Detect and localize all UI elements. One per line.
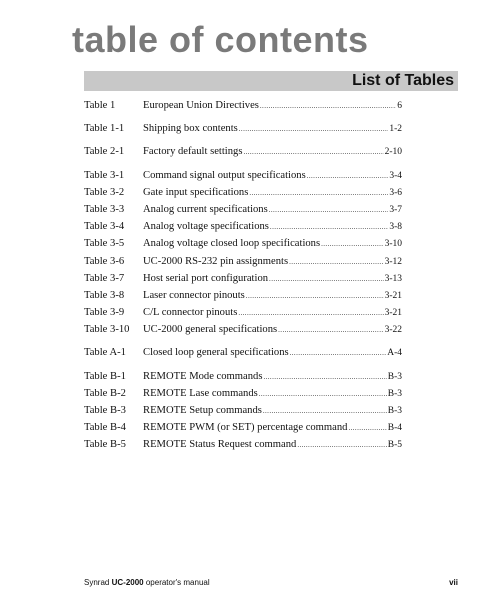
table-title: Analog voltage closed loop specifications [143,238,321,250]
footer-page-number: vii [449,578,458,587]
toc-entry[interactable] [84,436,402,453]
dot-leader [348,420,386,437]
page-number: 6 [397,101,402,111]
table-number: Table 3-9 [84,307,125,319]
table-title: Closed loop general specifications [143,347,289,359]
list-of-tables [84,97,402,454]
page-number: B-3 [387,388,402,399]
dot-leader [259,386,387,403]
toc-entry[interactable] [84,270,402,287]
dot-leader [278,322,383,339]
table-number: Table B-3 [84,405,126,416]
table-number: Table 2-1 [84,146,125,158]
page-number: 3-4 [389,170,402,181]
dot-leader [270,219,388,236]
table-number: Table 3-1 [84,169,125,181]
page-number: 3-21 [384,308,402,319]
toc-entry[interactable] [84,287,402,304]
dot-leader [243,144,383,161]
toc-entry[interactable] [84,304,402,321]
table-title: REMOTE Mode commands [143,370,263,382]
section-header-bar [84,71,458,91]
table-title: Command signal output specifications [143,169,306,181]
dot-leader [246,288,384,305]
table-title: Host serial port configuration [143,272,269,284]
table-number: Table B-1 [84,370,126,382]
page-number: 1-2 [389,124,402,135]
table-number: Table 3-8 [84,289,125,301]
dot-leader [269,271,384,288]
dot-leader [238,305,383,322]
table-number: Table B-2 [84,387,126,399]
table-number: Table 3-4 [84,221,125,233]
page-number: 3-22 [384,325,402,336]
table-title: REMOTE PWM (or SET) percentage command [143,422,348,434]
page-number: 3-8 [389,222,402,233]
footer-brand: Synrad [84,578,110,587]
toc-entry[interactable] [84,120,402,137]
page-number: 3-21 [384,290,402,301]
toc-entry[interactable] [84,167,402,184]
table-title: Shipping box contents [143,123,238,135]
page-number: 3-12 [384,256,402,267]
toc-entry[interactable] [84,385,402,402]
section-title: List of Tables [352,72,454,89]
table-title: REMOTE Lase commands [143,387,258,399]
table-title: REMOTE Status Request command [143,439,297,451]
toc-entry[interactable] [84,419,402,436]
page-number: 3-13 [384,273,402,284]
toc-entry[interactable] [84,143,402,160]
toc-entry[interactable] [84,235,402,252]
toc-entry[interactable] [84,321,402,338]
table-title: UC-2000 general specifications [143,324,278,336]
table-number: Table 3-10 [84,324,130,336]
table-number: Table 1-1 [84,123,125,135]
table-number: Table B-5 [84,439,126,451]
table-number: Table A-1 [84,347,126,359]
table-title: Factory default settings [143,146,243,158]
table-number: Table 3-5 [84,238,125,250]
toc-entry[interactable] [84,201,402,218]
dot-leader [269,202,389,219]
table-number: Table 3-3 [84,203,125,215]
page-number: B-3 [387,371,402,382]
table-title: Laser connector pinouts [143,289,245,301]
table-number: Table 1 [84,100,116,111]
toc-entry[interactable] [84,184,402,201]
table-title: European Union Directives [143,100,259,111]
page-number: 3-7 [389,204,402,215]
dot-leader [307,168,389,185]
footer-manual-title [84,578,210,587]
table-number: Table 3-2 [84,186,125,198]
footer-product: UC-2000 [111,578,144,587]
footer-suffix: operator's manual [145,578,210,587]
dot-leader [297,437,386,454]
dot-leader [239,121,389,138]
page-number: B-4 [387,423,402,434]
toc-entry[interactable] [84,253,402,270]
table-title: Analog current specifications [143,203,268,215]
page-title: table of contents [72,19,369,60]
toc-entry[interactable] [84,218,402,235]
dot-leader [263,369,386,386]
dot-leader [289,254,383,271]
page-number: 3-6 [389,187,402,198]
table-number: Table B-4 [84,422,126,434]
toc-entry[interactable] [84,368,402,385]
dot-leader [290,345,387,362]
toc-entry[interactable] [84,97,402,114]
page-number: B-3 [387,406,402,416]
table-title: Analog voltage specifications [143,221,269,233]
dot-leader [249,185,388,202]
dot-leader [263,403,387,420]
page-number: 2-10 [384,147,402,158]
page-number: 3-10 [384,239,402,250]
dot-leader [321,236,383,253]
dot-leader [260,98,396,115]
page-number: A-4 [387,348,402,359]
table-title: REMOTE Setup commands [143,405,262,416]
page-number: B-5 [387,440,402,451]
table-title: C/L connector pinouts [143,307,238,319]
table-number: Table 3-6 [84,255,125,267]
toc-entry[interactable] [84,402,402,419]
table-number: Table 3-7 [84,272,125,284]
table-title: Gate input specifications [143,186,249,198]
table-title: UC-2000 RS-232 pin assignments [143,255,289,267]
toc-entry[interactable] [84,344,402,361]
